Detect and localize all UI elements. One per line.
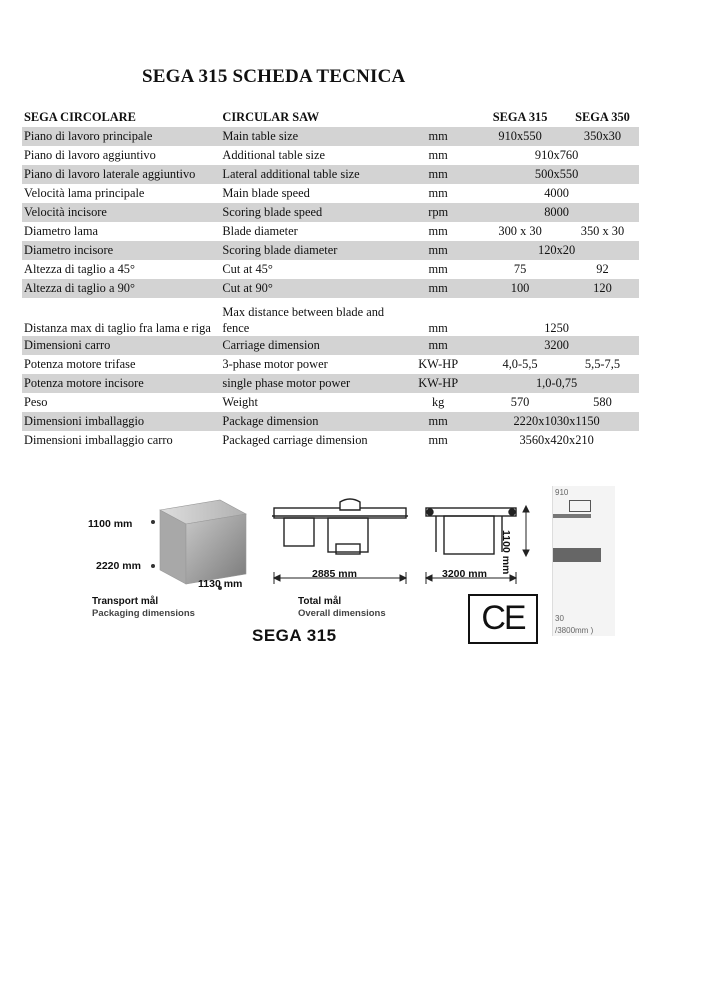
unit-cell: mm bbox=[428, 433, 448, 447]
table-row bbox=[22, 260, 639, 279]
header-cell: SEGA 350 bbox=[575, 110, 630, 124]
unit-cell: mm bbox=[402, 241, 474, 260]
unit-cell: mm bbox=[402, 165, 474, 184]
unit-cell: mm bbox=[402, 279, 474, 298]
overall-width-label: 3200 mm bbox=[442, 568, 487, 580]
unit-cell: mm bbox=[402, 127, 474, 146]
english-label: Main table size bbox=[220, 127, 402, 146]
table-row bbox=[22, 431, 639, 450]
shared-value: 1,0-0,75 bbox=[474, 374, 639, 393]
unit-cell: mm bbox=[402, 412, 474, 431]
shared-value: 8000 bbox=[474, 203, 639, 222]
table-row bbox=[22, 298, 639, 336]
header-cell bbox=[402, 108, 474, 127]
table-row bbox=[22, 279, 639, 298]
table-row bbox=[22, 203, 639, 222]
sega350-value: 580 bbox=[593, 395, 612, 409]
italian-label: Dimensioni imballaggio carro bbox=[24, 433, 173, 447]
unit-cell: mm bbox=[402, 336, 474, 355]
italian-label: Velocità lama principale bbox=[24, 186, 145, 200]
english-label: Packaged carriage dimension bbox=[222, 433, 368, 447]
table-header-row bbox=[22, 108, 639, 127]
unit-cell: mm bbox=[428, 224, 448, 238]
table-row bbox=[22, 393, 639, 412]
shared-value: 1250 bbox=[544, 321, 569, 335]
shared-value: 3200 bbox=[474, 336, 639, 355]
table-row bbox=[22, 336, 639, 355]
english-label: Package dimension bbox=[220, 412, 402, 431]
cropped-drawing-fragment bbox=[552, 486, 615, 636]
english-label: Additional table size bbox=[222, 148, 325, 162]
crop-block bbox=[553, 548, 601, 562]
english-label: Cut at 90° bbox=[220, 279, 402, 298]
unit-cell: rpm bbox=[402, 203, 474, 222]
shared-value: 120x20 bbox=[474, 241, 639, 260]
crop-bar bbox=[553, 514, 591, 518]
english-label: single phase motor power bbox=[220, 374, 402, 393]
model-name: SEGA 315 bbox=[252, 626, 337, 645]
table-row bbox=[22, 412, 639, 431]
italian-label: Dimensioni carro bbox=[22, 336, 220, 355]
box-height-label: 1100 mm bbox=[88, 518, 133, 530]
sega315-value: 75 bbox=[513, 262, 527, 276]
overall-length-label: 2885 mm bbox=[312, 568, 357, 580]
dimension-figure bbox=[80, 478, 620, 658]
sega315-value: 910x550 bbox=[474, 127, 566, 146]
box-depth-label: 2220 mm bbox=[96, 560, 141, 572]
english-label: Scoring blade diameter bbox=[220, 241, 402, 260]
table-row bbox=[22, 146, 639, 165]
italian-label: Dimensioni imballaggio bbox=[22, 412, 220, 431]
italian-label: Distanza max di taglio fra lama e riga bbox=[24, 321, 211, 335]
english-label: Max distance between blade and fence bbox=[222, 305, 385, 335]
english-label: 3-phase motor power bbox=[222, 357, 328, 371]
english-label: Blade diameter bbox=[222, 224, 298, 238]
sega315-value: 300 x 30 bbox=[498, 224, 542, 238]
table-row bbox=[22, 241, 639, 260]
unit-cell: KW-HP bbox=[402, 374, 474, 393]
english-label: Cut at 45° bbox=[222, 262, 273, 276]
spec-table bbox=[22, 108, 639, 450]
sega350-value: 120 bbox=[566, 279, 639, 298]
unit-cell: mm bbox=[428, 321, 448, 335]
table-row bbox=[22, 127, 639, 146]
table-row bbox=[22, 165, 639, 184]
english-label: Main blade speed bbox=[222, 186, 310, 200]
header-cell: CIRCULAR SAW bbox=[222, 110, 320, 124]
italian-label: Velocità incisore bbox=[22, 203, 220, 222]
shared-value: 2220x1030x1150 bbox=[474, 412, 639, 431]
table-row bbox=[22, 184, 639, 203]
italian-label: Altezza di taglio a 90° bbox=[22, 279, 220, 298]
crop-top-label: 910 bbox=[555, 488, 569, 497]
header-cell: SEGA 315 bbox=[492, 110, 548, 124]
shared-value: 500x550 bbox=[474, 165, 639, 184]
ce-mark: CE bbox=[468, 594, 538, 644]
overall-caption: Overall dimensions bbox=[298, 608, 386, 619]
italian-label: Potenza motore trifase bbox=[24, 357, 136, 371]
sega350-value: 350x30 bbox=[566, 127, 639, 146]
crop-bottom-b: /3800mm ) bbox=[555, 626, 594, 635]
unit-cell: KW-HP bbox=[418, 357, 459, 371]
shared-value: 4000 bbox=[544, 186, 569, 200]
english-label: Carriage dimension bbox=[220, 336, 402, 355]
italian-label: Piano di lavoro laterale aggiuntivo bbox=[22, 165, 220, 184]
box-width-label: 1130 mm bbox=[198, 578, 243, 590]
english-label: Weight bbox=[222, 395, 258, 409]
unit-cell: mm bbox=[428, 148, 448, 162]
english-label: Scoring blade speed bbox=[220, 203, 402, 222]
total-caption: Total mål bbox=[298, 596, 342, 607]
italian-label: Piano di lavoro principale bbox=[22, 127, 220, 146]
crop-shape bbox=[569, 500, 591, 512]
table-row bbox=[22, 355, 639, 374]
packaging-caption: Packaging dimensions bbox=[92, 608, 195, 619]
italian-label: Piano di lavoro aggiuntivo bbox=[24, 148, 156, 162]
sega350-value: 92 bbox=[596, 262, 609, 276]
italian-label: Diametro lama bbox=[24, 224, 98, 238]
table-row bbox=[22, 222, 639, 241]
sega315-value: 4,0-5,5 bbox=[502, 357, 538, 371]
unit-cell: kg bbox=[431, 395, 445, 409]
sega315-value: 100 bbox=[474, 279, 566, 298]
unit-cell: mm bbox=[428, 186, 448, 200]
transport-caption: Transport mål bbox=[92, 596, 159, 607]
shared-value: 910x760 bbox=[534, 148, 579, 162]
page-title: SEGA 315 SCHEDA TECNICA bbox=[142, 66, 406, 87]
sega350-value: 350 x 30 bbox=[580, 224, 625, 238]
shared-value: 3560x420x210 bbox=[519, 433, 594, 447]
table-row bbox=[22, 374, 639, 393]
sega350-value: 5,5-7,5 bbox=[584, 357, 621, 371]
crop-bottom-a: 30 bbox=[555, 614, 564, 623]
packaging-box-drawing bbox=[148, 492, 268, 592]
unit-cell: mm bbox=[428, 262, 448, 276]
italian-label: Altezza di taglio a 45° bbox=[24, 262, 135, 276]
side-height-label: 1100 mm bbox=[500, 530, 512, 575]
italian-label: Diametro incisore bbox=[22, 241, 220, 260]
header-cell: SEGA CIRCOLARE bbox=[24, 110, 136, 124]
english-label: Lateral additional table size bbox=[220, 165, 402, 184]
italian-label: Peso bbox=[24, 395, 48, 409]
italian-label: Potenza motore incisore bbox=[22, 374, 220, 393]
sega315-value: 570 bbox=[510, 395, 530, 409]
